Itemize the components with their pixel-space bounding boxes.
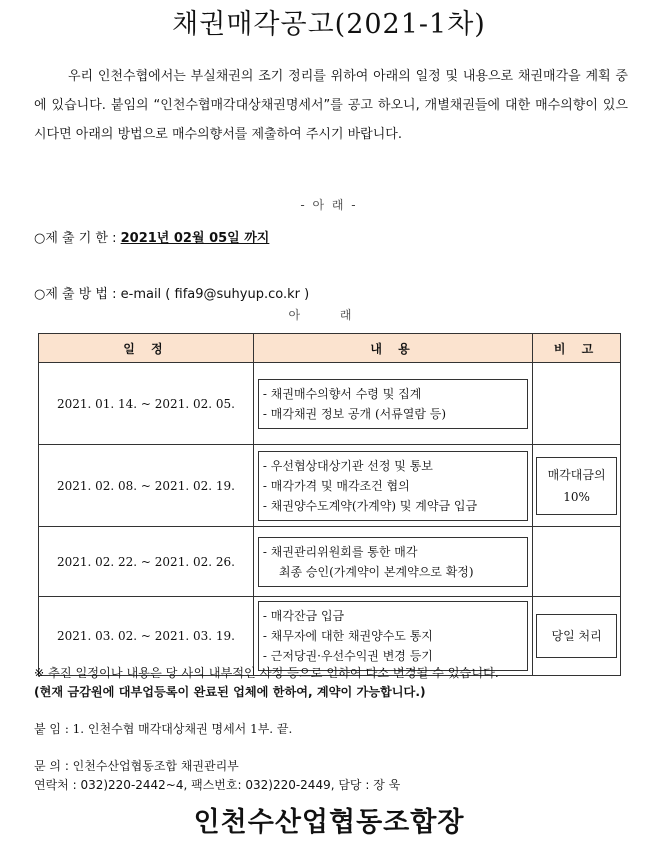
deadline-label: ○제 출 기 한 :	[34, 231, 121, 246]
table-row	[39, 445, 621, 527]
row-period: 2021. 02. 22. ~ 2021. 02. 26.	[39, 527, 254, 597]
content-item: - 채권매수의향서 수령 및 집계	[262, 386, 422, 401]
row-content	[253, 445, 532, 527]
header-content: 내 용	[253, 334, 532, 363]
method-value: e-mail ( fifa9@suhyup.co.kr )	[120, 287, 310, 302]
content-item: - 우선협상대상기관 선정 및 통보	[262, 458, 433, 473]
row-period: 2021. 02. 08. ~ 2021. 02. 19.	[39, 445, 254, 527]
table-header-row	[39, 334, 621, 363]
row-note	[533, 445, 621, 527]
notice-line: ※ 추진 일정이나 내용은 당 사의 내부적인 사정 등으로 인하여 다소 변경될 수 있습니다.	[34, 666, 499, 680]
contact-phone: 연락처 : 032)220-2442~4, 팩스번호: 032)220-2449, 담당 : 장 욱	[34, 778, 401, 792]
notice-bold-line: (현재 금감원에 대부업등록이 완료된 업체에 한하여, 계약이 가능합니다.)	[34, 685, 426, 699]
attachment-line: 붙 임 : 1. 인천수협 매각대상채권 명세서 1부. 끝.	[34, 722, 293, 736]
schedule-table	[38, 333, 621, 676]
header-schedule: 일 정	[39, 334, 254, 363]
method-line	[34, 283, 309, 302]
content-item: - 매각잔금 입금	[262, 609, 345, 623]
content-item: - 근저당권·우선수익권 변경 등기	[262, 649, 433, 663]
row-note	[533, 363, 621, 445]
contact-block	[34, 757, 400, 795]
intro-paragraph: 우리 인천수협에서는 부실채권의 조기 정리를 위하여 아래의 일정 및 내용으로 채권매각을 계획 중에 있습니다. 붙임의 “인천수협매각대상채권명세서”를 공고 하오니, 개별채권들에 대한 매수의향이 있으시다면 아래의 방법으로 매수의향서를 제출하여 주시기 바랍니다.	[34, 69, 628, 142]
page-title: 채권매각공고(2021-1차)	[172, 9, 486, 40]
contact-dept: 문 의 : 인천수산업협동조합 채권관리부	[34, 759, 239, 773]
issuer-signature: 인천수산업협동조합장	[193, 807, 465, 838]
content-item: - 채권관리위원회를 통한 매각	[262, 544, 418, 559]
row-content	[253, 527, 532, 597]
section-heading: - 아 래 -	[300, 198, 358, 212]
table-caption: 아 래	[288, 308, 370, 322]
table-row	[39, 527, 621, 597]
content-item: 최종 승인(가계약이 본계약으로 확정)	[278, 564, 474, 579]
note-box: 매각대금의 10%	[536, 457, 617, 515]
notice	[34, 664, 634, 702]
deadline-value: 2021년 02월 05일 까지	[120, 231, 270, 246]
row-period: 2021. 03. 02. ~ 2021. 03. 19.	[39, 597, 254, 676]
header-note: 비 고	[533, 334, 621, 363]
table-row	[39, 363, 621, 445]
content-item: - 매각채권 정보 공개 (서류열람 등)	[262, 406, 447, 421]
row-note	[533, 527, 621, 597]
row-period: 2021. 01. 14. ~ 2021. 02. 05.	[39, 363, 254, 445]
note-box: 당일 처리	[536, 614, 617, 658]
content-item: - 채무자에 대한 채권양수도 통지	[262, 629, 433, 643]
content-item: - 채권양수도계약(가계약) 및 계약금 입금	[262, 498, 478, 513]
deadline-line	[34, 227, 269, 246]
row-content	[253, 363, 532, 445]
content-item: - 매각가격 및 매각조건 협의	[262, 478, 410, 493]
method-label: ○제 출 방 법 :	[34, 287, 121, 302]
